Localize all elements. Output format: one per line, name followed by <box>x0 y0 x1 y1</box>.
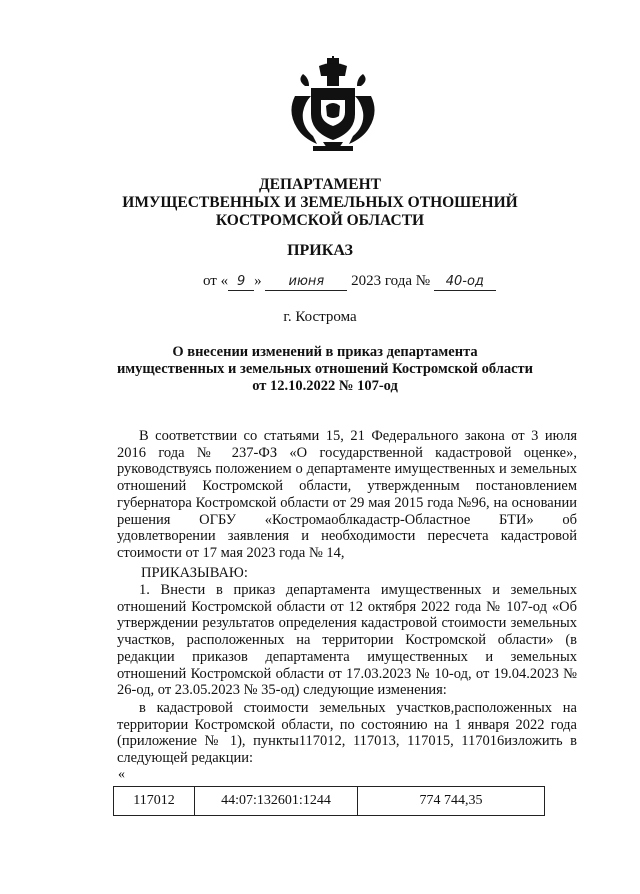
date-mid: » <box>254 273 262 289</box>
preamble-paragraph <box>117 428 577 562</box>
department-name-line-1: ДЕПАРТАМЕНТ <box>258 176 382 193</box>
item-1-sub-paragraph <box>117 700 577 767</box>
handwritten-day: 9 <box>228 274 254 291</box>
cadastral-value-table <box>113 786 545 816</box>
document-type-title: ПРИКАЗ <box>287 242 353 259</box>
item-1-paragraph <box>117 582 577 699</box>
cadastral-number-cell: 44:07:132601:1244 <box>195 787 358 816</box>
handwritten-order-number: 40-од <box>434 274 496 291</box>
subject-line-3: от 12.10.2022 № 107-од <box>252 378 398 394</box>
table-row <box>114 787 545 816</box>
coat-of-arms-emblem <box>283 56 383 156</box>
department-name-line-2: ИМУЩЕСТВЕННЫХ И ЗЕМЕЛЬНЫХ ОТНОШЕНИЙ <box>122 194 518 211</box>
department-name-line-3: КОСТРОМСКОЙ ОБЛАСТИ <box>215 212 425 229</box>
subject-line-2: имущественных и земельных отношений Костромской области <box>116 361 534 377</box>
subject-line-1: О внесении изменений в приказ департамента <box>172 344 478 360</box>
open-quote: « <box>118 767 125 782</box>
city-name: г. Кострома <box>283 309 357 325</box>
date-prefix: от « <box>203 273 229 289</box>
date-year-text: 2023 года № <box>351 273 431 289</box>
handwritten-month: июня <box>265 274 347 291</box>
item-1-text: 1. Внести в приказ департамента имущественных и земельных отношений Костромской области от 12 октября 2022 года № 107-од «Об утверждении результатов определения кадастровой стоимости земельных участков, расположенных на территории Костромской области» (в редакции приказов департамента имущественных и земельных отношений Костромской области от 17.03.2023 № 10-од, от 19.04.2023 № 26-од, от 23.05.2023 № 35-од) следующие изменения: <box>117 582 577 699</box>
preamble-text: В соответствии со статьями 15, 21 Федерального закона от 3 июля 2016 года № 237-ФЗ «О государственной кадастровой оценке», руководствуясь положением о департаменте имущественных и земельных отношений Костромской области, утвержденным постановлением губернатора Костромской области от 29 мая 2015 года №96, на основании решения ОГБУ «Костромаоблкадастр-Областное БТИ» об удовлетворении заявления и необходимости пересчета кадастровой стоимости от 17 мая 2023 года № 14, <box>117 428 577 561</box>
row-number-cell: 117012 <box>114 787 195 816</box>
cadastral-value-cell: 774 744,35 <box>358 787 545 816</box>
order-word: ПРИКАЗЫВАЮ: <box>141 565 248 581</box>
order-date-line <box>203 273 496 291</box>
item-1-sub-text: в кадастровой стоимости земельных участков,расположенных на территории Костромской области, по состоянию на 1 января 2022 года (приложение № 1), пункты117012, 117013, 117015, 117016изложить в следующей редакции: <box>117 700 577 767</box>
order-subject <box>110 344 540 395</box>
